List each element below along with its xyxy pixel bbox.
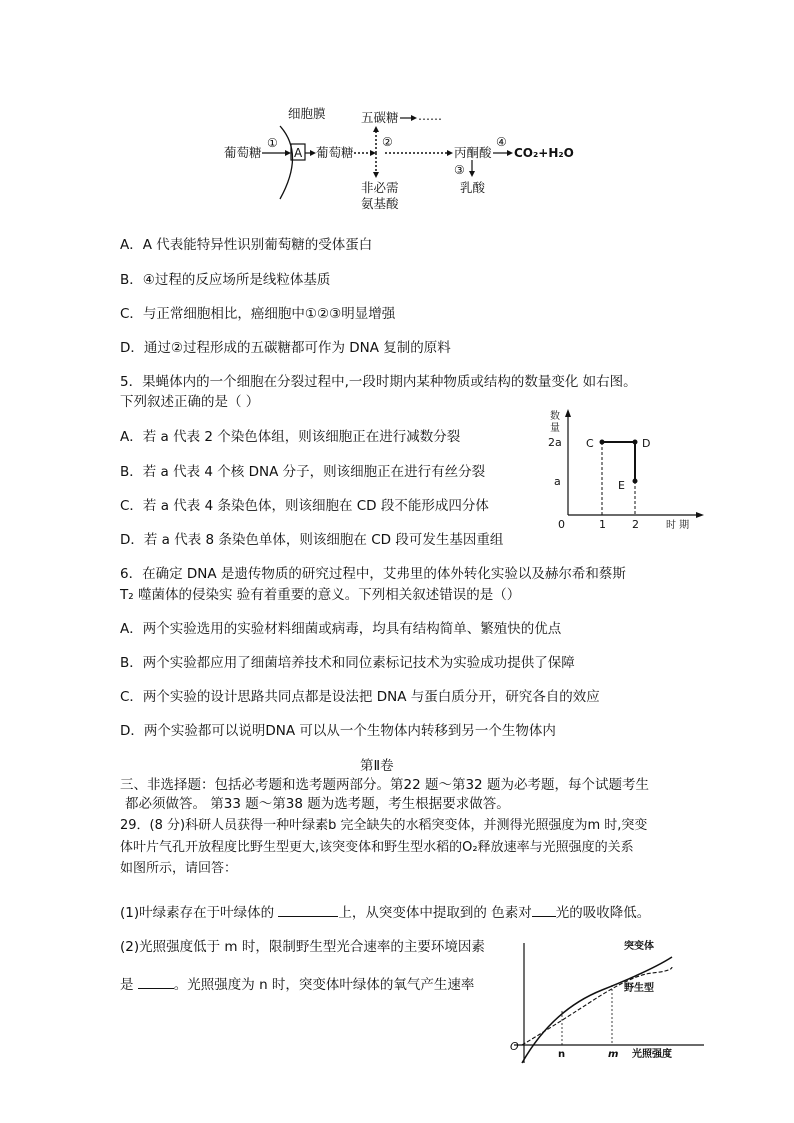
q4-option-b: B．④过程的反应场所是线粒体基质 [120, 272, 331, 288]
q5-point-e [633, 479, 638, 484]
glucose-outside-label: 葡萄糖 [224, 145, 262, 160]
q5-graph-svg [548, 405, 718, 535]
part2-title: 第Ⅱ卷 [360, 758, 394, 774]
box-a-label: A [294, 146, 303, 160]
q29-wild-curve [522, 967, 672, 1045]
q5-option-a: A．若 a 代表 2 个染色体组，则该细胞正在进行减数分裂 [120, 429, 461, 445]
q4-option-c: C．与正常细胞相比，癌细胞中①②③明显增强 [120, 306, 396, 322]
q29-x-m: m [608, 1049, 619, 1060]
q5-y-tick-a: a [554, 475, 561, 488]
step1-label: ① [267, 136, 278, 150]
step3-label: ③ [454, 163, 465, 177]
nonessential-line2: 氨基酸 [361, 196, 399, 211]
q6-option-a: A．两个实验选用的实验材料细菌或病毒，均具有结构简单、繁殖快的优点 [120, 621, 562, 637]
q6-option-b: B．两个实验都应用了细菌培养技术和同位素标记技术为实验成功提供了保障 [120, 655, 575, 671]
q29-sub1-part-b: 上，从突变体中提取到的 色素对 [338, 905, 532, 921]
q6-option-d: D．两个实验都可以说明DNA 可以从一个生物体内转移到另一个生物体内 [120, 723, 556, 739]
q5-y-title-2: 量 [550, 423, 560, 434]
q29-sub1-part-c: 光的吸收降低。 [555, 905, 651, 921]
cell-membrane-arc [280, 126, 293, 199]
nonessential-line1: 非必需 [361, 180, 399, 195]
q5-origin: 0 [558, 518, 565, 531]
q29-line3: 如图所示，请回答： [120, 861, 238, 876]
q5-label-d: D [642, 437, 651, 450]
q29-graph [492, 935, 708, 1065]
pentose-label: 五碳糖 [361, 110, 399, 125]
q29-sub2-line2 [120, 974, 474, 994]
q29-label-wild: 野生型 [624, 983, 654, 994]
q29-sub1-part-a: (1)叶绿素存在于叶绿体的 [120, 905, 279, 921]
q29-origin: O [510, 1040, 519, 1053]
pathway-svg [210, 104, 590, 216]
cell-membrane-label: 细胞膜 [288, 106, 326, 121]
step4-label: ④ [496, 135, 507, 149]
q5-label-e: E [618, 479, 625, 492]
q5-point-c [600, 440, 605, 445]
q29-blank-3[interactable] [138, 974, 174, 989]
q29-blank-1[interactable] [278, 902, 338, 917]
q5-y-tick-2a: 2a [548, 436, 562, 449]
q5-stem-line1: 5．果蝇体内的一个细胞在分裂过程中,一段时期内某种物质或结构的数量变化 如右图。 [120, 374, 637, 390]
q29-blank-2[interactable] [532, 902, 556, 917]
q29-sub1 [120, 902, 650, 922]
q4-option-a: A．A 代表能特异性识别葡萄糖的受体蛋白 [120, 237, 373, 253]
q4-option-d: D．通过②过程形成的五碳糖都可作为 DNA 复制的原料 [120, 340, 451, 356]
lactate-label: 乳酸 [460, 180, 486, 195]
q29-x-n: n [558, 1049, 566, 1060]
pentose-dots: …… [418, 109, 442, 123]
q5-x-title: 时 期 [666, 520, 690, 531]
q5-graph [548, 405, 718, 535]
q6-option-c: C．两个实验的设计思路共同点都是设法把 DNA 与蛋白质分开，研究各自的效应 [120, 689, 600, 705]
pyruvate-label: 丙酮酸 [454, 145, 492, 160]
q5-point-d [633, 440, 638, 445]
q5-y-title-1: 数 [550, 411, 560, 422]
q29-line1: 29．(8 分)科研人员获得一种叶绿素b 完全缺失的水稻突变体，并测得光照强度为m 时,突变 [120, 818, 648, 833]
q5-label-c: C [586, 437, 594, 450]
part2-line1: 三、非选择题：包括必考题和选考题两部分。第22 题～第32 题为必考题，每个试题考生 [120, 777, 649, 793]
q29-x-title: 光照强度 [632, 1049, 672, 1060]
pathway-diagram [210, 104, 590, 216]
q6-stem-line2: T₂ 噬菌体的侵染实 验有着重要的意义。下列相关叙述错误的是（） [120, 587, 521, 603]
products-label: CO₂+H₂O [514, 146, 574, 160]
q5-stem-line2: 下列叙述正确的是（ ） [120, 394, 260, 410]
arrow-head [285, 150, 291, 156]
q29-label-mutant: 突变体 [624, 941, 654, 952]
q29-graph-svg [492, 935, 708, 1065]
q29-sub2-part-b: 。光照强度为 n 时，突变体叶绿体的氧气产生速率 [173, 977, 475, 993]
part2-line2: 都必须做答。 第33 题～第38 题为选考题，考生根据要求做答。 [125, 796, 510, 812]
step2-label: ② [382, 135, 393, 149]
q29-sub2-line1: (2)光照强度低于 m 时，限制野生型光合速率的主要环境因素 [120, 939, 485, 955]
q5-x-tick-2: 2 [632, 518, 639, 531]
q5-option-c: C．若 a 代表 4 条染色体，则该细胞在 CD 段不能形成四分体 [120, 498, 489, 514]
q29-sub2-part-a: 是 [120, 977, 138, 993]
q5-option-d: D．若 a 代表 8 条染色单体，则该细胞在 CD 段可发生基因重组 [120, 532, 504, 548]
q5-x-tick-1: 1 [599, 518, 606, 531]
q5-option-b: B．若 a 代表 4 个核 DNA 分子，则该细胞正在进行有丝分裂 [120, 464, 486, 480]
q6-stem-line1: 6．在确定 DNA 是遗传物质的研究过程中，艾弗里的体外转化实验以及赫尔希和蔡斯 [120, 566, 626, 582]
q29-line2: 体叶片气孔开放程度比野生型更大,该突变体和野生型水稻的O₂释放速率与光照强度的关系 [120, 840, 634, 855]
glucose-inside-label: 葡萄糖 [316, 145, 354, 160]
